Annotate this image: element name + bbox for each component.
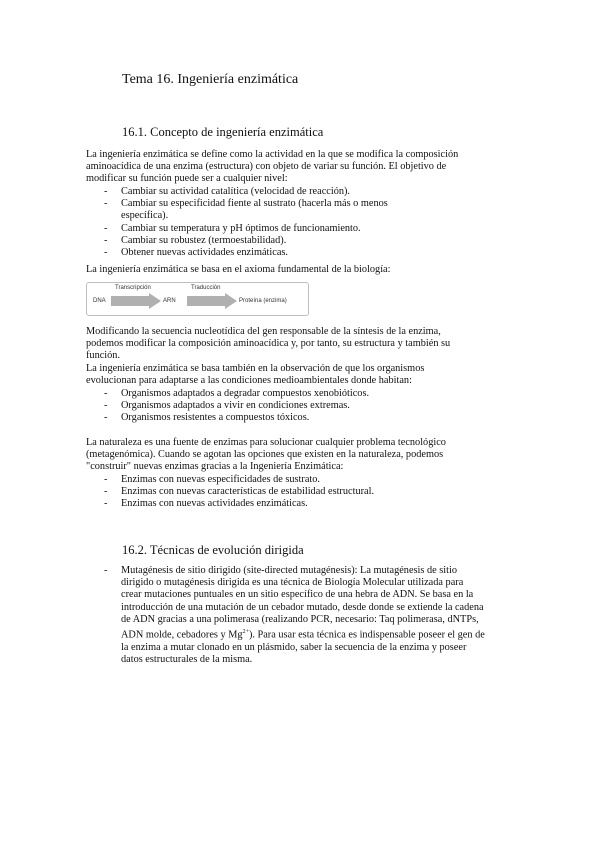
dna-label: DNA: [93, 298, 106, 304]
text-line: función.: [86, 350, 121, 362]
text-line: (metagenómica). Cuando se agotan las opciones que existen en la naturaleza, podemos: [86, 449, 444, 461]
list-item: - Enzimas con nuevas características de estabilidad estructural.: [104, 486, 375, 498]
list-item: - Mutagénesis de sitio dirigido (site-directed mutagénesis): La mutagénesis de sitio: [104, 565, 458, 576]
observation-paragraph: [86, 363, 424, 387]
text-line: evolucionan para adaptarse a las condiciones medioambientales donde habitan:: [86, 375, 412, 387]
section-heading-1: 16.1. Concepto de ingeniería enzimática: [122, 125, 324, 139]
section-heading-2: 16.2. Técnicas de evolución dirigida: [122, 543, 304, 557]
text-line: ADN molde, cebadores y $Mg^{2+}$). Para usar esta técnica es indispensable poseer el gen de: [121, 629, 485, 641]
text-line: dirigido o mutagénesis dirigida es una técnica de Biología Molecular utilizada para: [121, 577, 464, 589]
techniques-list: [104, 565, 485, 666]
transcription-arrow-icon: [111, 293, 161, 309]
central-dogma-diagram: [86, 282, 309, 316]
list-item: - Cambiar su temperatura y pH óptimos de funcionamiento.: [104, 222, 361, 234]
list-item: - Organismos adaptados a vivir en condiciones extremas.: [104, 400, 350, 412]
text-line: podemos modificar la composición aminoacídica y, por tanto, su estructura y también su: [86, 338, 451, 350]
list-item-continuation: específica).: [121, 210, 169, 222]
text-line: introducción de una mutación de un cebador mutado, desde donde se extiende la cadena: [121, 601, 484, 613]
text-line: Modificando la secuencia nucleotídica del gen responsable de la síntesis de la enzima,: [86, 326, 441, 337]
text-line: la enzima a mutar clonado en un plásmido, saber la secuencia de la enzima y poseer: [121, 641, 467, 653]
intro-paragraph: [86, 149, 458, 186]
list-item: - Cambiar su actividad catalítica (velocidad de reacción).: [104, 186, 350, 197]
list-item: - Enzimas con nuevas especificidades de sustrato.: [104, 474, 321, 485]
text-line: La ingeniería enzimática se basa también en la observación de que los organismos: [86, 363, 425, 374]
organisms-list: [104, 388, 370, 425]
transcription-label: Transcripción: [115, 285, 151, 291]
modify-paragraph: [86, 326, 450, 363]
axiom-line: La ingeniería enzimática se basa en el axioma fundamental de la biología:: [86, 264, 391, 275]
protein-label: Proteína (enzima): [239, 298, 287, 304]
text-line: La naturaleza es una fuente de enzimas para solucionar cualquier problema tecnológico: [86, 437, 446, 448]
list-item: - Obtener nuevas actividades enzimáticas.: [104, 247, 288, 259]
list-item: - Organismos resistentes a compuestos tóxicos.: [104, 412, 310, 424]
text-line: datos estructurales de la misma.: [121, 653, 253, 665]
text-line: aminoacídica de una enzima (estructura) con objeto de variar su función. El objetivo de: [86, 161, 447, 173]
list-item: - Enzimas con nuevas actividades enzimáticas.: [104, 498, 308, 510]
page-title: Tema 16. Ingeniería enzimática: [122, 72, 299, 87]
arn-label: ARN: [163, 298, 176, 304]
text-line: "construir" nuevas enzimas gracias a la Ingeniería Enzimática:: [86, 461, 344, 473]
nature-paragraph: [86, 437, 446, 474]
translation-label: Traducción: [191, 285, 221, 291]
text-line: La ingeniería enzimática se define como la actividad en la que se modifica la composición: [86, 149, 459, 160]
text-line: crear mutaciones puntuales en un sitio específico de una hebra de ADN. Se basa en la: [121, 589, 474, 601]
list-item: - Cambiar su especificidad fiente al sustrato (hacerla más o menos: [104, 198, 388, 210]
objectives-list: [104, 186, 388, 259]
list-item: - Cambiar su robustez (termoestabilidad).: [104, 234, 287, 246]
new-enzymes-list: [104, 474, 375, 511]
translation-arrow-icon: [187, 293, 237, 309]
text-line: de ADN gracias a una polimerasa (realizando PCR, necesario: Taq polimerasa, dNTPs,: [121, 613, 479, 625]
text-line: modificar su función puede ser a cualquier nivel:: [86, 173, 288, 185]
list-item: - Organismos adaptados a degradar compuestos xenobióticos.: [104, 388, 370, 399]
